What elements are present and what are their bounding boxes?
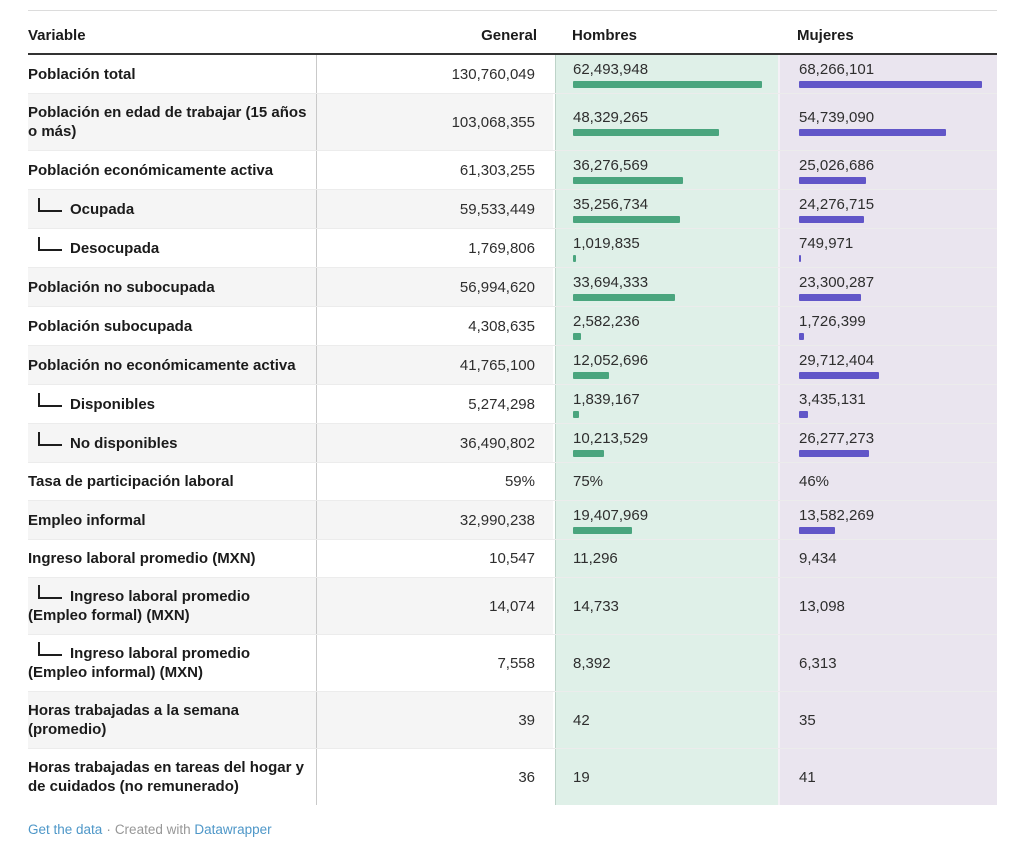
mujeres-value: 35 [799, 711, 816, 729]
mujeres-value: 46% [799, 473, 830, 490]
table-row [28, 55, 997, 93]
table-row [28, 306, 997, 345]
hombres-bar [573, 372, 609, 379]
general-value: 41,765,100 [459, 356, 535, 374]
table-row [28, 345, 997, 384]
row-label: Población subocupada [28, 317, 193, 335]
indent-connector-icon [38, 642, 62, 656]
table-row [28, 384, 997, 423]
hombres-value: 11,296 [573, 550, 618, 567]
table-row [28, 500, 997, 539]
mujeres-bar [799, 177, 866, 184]
row-label: Ocupada [28, 200, 310, 219]
mujeres-bar [799, 333, 804, 340]
hombres-value: 2,582,236 [573, 313, 640, 330]
variable-cell [28, 307, 317, 345]
row-label: Tasa de participación laboral [28, 473, 234, 490]
mujeres-bar-track [799, 294, 982, 301]
hombres-bar-track [573, 527, 762, 534]
general-value: 10,547 [489, 550, 535, 567]
hombres-value: 12,052,696 [573, 352, 649, 369]
hombres-value: 62,493,948 [573, 61, 649, 78]
datawrapper-link[interactable]: Datawrapper [194, 822, 272, 837]
footer-separator: · [106, 822, 111, 837]
variable-cell [28, 501, 317, 539]
mujeres-bar-track [799, 411, 982, 418]
hombres-value-cell [555, 692, 778, 748]
general-value: 39 [518, 711, 535, 729]
mujeres-bar [799, 216, 864, 223]
footer-credit-text: Created with [114, 822, 191, 837]
hombres-value-cell [555, 55, 778, 93]
mujeres-value: 25,026,686 [799, 157, 875, 174]
hombres-value-cell [555, 346, 778, 384]
mujeres-bar-track [799, 372, 982, 379]
mujeres-value-cell [778, 268, 997, 306]
mujeres-bar [799, 129, 946, 136]
hombres-value-cell [555, 268, 778, 306]
mujeres-bar [799, 450, 869, 457]
hombres-bar [573, 177, 683, 184]
mujeres-value-cell [778, 346, 997, 384]
hombres-bar [573, 294, 675, 301]
general-value-cell [317, 635, 555, 691]
mujeres-bar-track [799, 129, 982, 136]
mujeres-value-cell [778, 55, 997, 93]
table-row [28, 577, 997, 634]
variable-cell [28, 268, 317, 306]
general-value-cell [317, 190, 555, 228]
mujeres-value: 29,712,404 [799, 352, 875, 369]
mujeres-value-cell [778, 151, 997, 189]
hombres-bar-track [573, 294, 762, 301]
hombres-value-cell [555, 385, 778, 423]
mujeres-value: 6,313 [799, 654, 837, 672]
hombres-value-cell [555, 307, 778, 345]
general-value: 5,274,298 [468, 395, 535, 413]
hombres-value-cell [555, 635, 778, 691]
hombres-value-cell [555, 749, 778, 805]
general-value: 14,074 [489, 597, 535, 615]
general-value: 61,303,255 [459, 161, 535, 179]
hombres-bar [573, 81, 762, 88]
mujeres-value: 749,971 [799, 235, 854, 252]
general-value: 36 [518, 768, 535, 786]
mujeres-bar-track [799, 333, 982, 340]
variable-cell [28, 151, 317, 189]
row-label: Ingreso laboral promedio (Empleo formal) (MXN) [28, 587, 310, 625]
column-header-hombres: Hombres [572, 27, 638, 44]
general-value: 59,533,449 [459, 200, 535, 218]
get-the-data-link[interactable]: Get the data [28, 822, 103, 837]
indent-connector-icon [38, 432, 62, 446]
mujeres-value-cell [778, 501, 997, 539]
variable-cell [28, 635, 317, 691]
row-label: Horas trabajadas a la semana (promedio) [28, 702, 239, 738]
general-value-cell [317, 94, 555, 150]
table-row [28, 634, 997, 691]
mujeres-value-cell [778, 749, 997, 805]
hombres-value-cell [555, 463, 778, 500]
mujeres-bar [799, 411, 808, 418]
hombres-value: 36,276,569 [573, 157, 649, 174]
hombres-value-cell [555, 540, 778, 577]
mujeres-bar-track [799, 255, 982, 262]
mujeres-value: 54,739,090 [799, 109, 875, 126]
hombres-value: 35,256,734 [573, 196, 649, 213]
mujeres-bar-track [799, 450, 982, 457]
hombres-bar-track [573, 255, 762, 262]
mujeres-value-cell [778, 307, 997, 345]
mujeres-value-cell [778, 578, 997, 634]
mujeres-value-cell [778, 424, 997, 462]
variable-cell [28, 692, 317, 748]
variable-cell [28, 55, 317, 93]
mujeres-value-cell [778, 692, 997, 748]
general-value-cell [317, 540, 555, 577]
hombres-value: 75% [573, 473, 604, 490]
mujeres-value: 13,582,269 [799, 507, 875, 524]
hombres-bar-track [573, 372, 762, 379]
variable-cell [28, 346, 317, 384]
general-value-cell [317, 346, 555, 384]
general-value: 7,558 [497, 654, 535, 672]
mujeres-value: 1,726,399 [799, 313, 866, 330]
hombres-bar [573, 333, 581, 340]
hombres-value: 10,213,529 [573, 430, 649, 447]
general-value: 1,769,806 [468, 239, 535, 257]
general-value: 36,490,802 [459, 434, 535, 452]
table-body [28, 55, 997, 805]
variable-cell [28, 749, 317, 805]
variable-cell [28, 94, 317, 150]
indent-connector-icon [38, 237, 62, 251]
mujeres-bar [799, 255, 801, 262]
table-row [28, 748, 997, 805]
hombres-value: 1,019,835 [573, 235, 640, 252]
hombres-value: 14,733 [573, 597, 619, 615]
table-row [28, 93, 997, 150]
row-label: Población en edad de trabajar (15 años o más) [28, 104, 307, 140]
mujeres-value: 9,434 [799, 550, 837, 567]
general-value-cell [317, 578, 555, 634]
general-value: 32,990,238 [459, 511, 535, 529]
row-label: Población no económicamente activa [28, 356, 296, 374]
general-value-cell [317, 463, 555, 500]
general-value: 59% [504, 473, 535, 490]
indent-connector-icon [38, 585, 62, 599]
column-header-variable: Variable [28, 27, 86, 44]
general-value: 56,994,620 [459, 278, 535, 296]
mujeres-bar [799, 81, 982, 88]
indent-connector-icon [38, 393, 62, 407]
hombres-value-cell [555, 94, 778, 150]
hombres-value-cell [555, 501, 778, 539]
table-row [28, 228, 997, 267]
hombres-value-cell [555, 578, 778, 634]
row-label: Horas trabajadas en tareas del hogar y de cuidados (no remunerado) [28, 759, 304, 795]
table-row [28, 691, 997, 748]
general-value-cell [317, 501, 555, 539]
hombres-value: 48,329,265 [573, 109, 649, 126]
general-value: 4,308,635 [468, 317, 535, 335]
table-row [28, 423, 997, 462]
variable-cell [28, 190, 317, 228]
row-label: Ingreso laboral promedio (MXN) [28, 550, 256, 567]
general-value: 130,760,049 [451, 65, 535, 83]
table-row [28, 462, 997, 500]
mujeres-value-cell [778, 463, 997, 500]
general-value: 103,068,355 [451, 113, 535, 131]
hombres-bar-track [573, 216, 762, 223]
variable-cell [28, 540, 317, 577]
variable-cell [28, 424, 317, 462]
indent-connector-icon [38, 198, 62, 212]
variable-cell [28, 463, 317, 500]
hombres-bar-track [573, 333, 762, 340]
hombres-value-cell [555, 229, 778, 267]
hombres-bar [573, 450, 604, 457]
hombres-bar-track [573, 450, 762, 457]
table-header-row [28, 10, 997, 55]
variable-cell [28, 578, 317, 634]
column-header-mujeres: Mujeres [797, 27, 854, 44]
mujeres-value: 3,435,131 [799, 391, 866, 408]
row-label: Disponibles [28, 395, 310, 414]
row-label: Población económicamente activa [28, 161, 274, 179]
hombres-value-cell [555, 151, 778, 189]
hombres-bar [573, 411, 579, 418]
mujeres-value: 41 [799, 768, 816, 786]
mujeres-bar-track [799, 177, 982, 184]
general-value-cell [317, 692, 555, 748]
table-row [28, 539, 997, 577]
general-value-cell [317, 424, 555, 462]
mujeres-bar [799, 294, 861, 301]
table-row [28, 267, 997, 306]
general-value-cell [317, 749, 555, 805]
mujeres-value-cell [778, 94, 997, 150]
datawrapper-table-chart [28, 10, 997, 805]
general-value-cell [317, 268, 555, 306]
mujeres-value-cell [778, 635, 997, 691]
hombres-value: 33,694,333 [573, 274, 649, 291]
hombres-value-cell [555, 424, 778, 462]
general-value-cell [317, 385, 555, 423]
general-value-cell [317, 307, 555, 345]
hombres-value: 1,839,167 [573, 391, 640, 408]
row-label: Desocupada [28, 239, 310, 258]
mujeres-value-cell [778, 190, 997, 228]
mujeres-value: 13,098 [799, 597, 845, 615]
row-label: Empleo informal [28, 511, 146, 529]
mujeres-value-cell [778, 229, 997, 267]
variable-cell [28, 229, 317, 267]
hombres-bar-track [573, 177, 762, 184]
variable-cell [28, 385, 317, 423]
row-label: Ingreso laboral promedio (Empleo informal) (MXN) [28, 644, 310, 682]
mujeres-value: 24,276,715 [799, 196, 875, 213]
hombres-value-cell [555, 190, 778, 228]
hombres-bar [573, 255, 576, 262]
mujeres-bar-track [799, 81, 982, 88]
general-value-cell [317, 151, 555, 189]
row-label: Población no subocupada [28, 278, 215, 296]
hombres-bar-track [573, 129, 762, 136]
hombres-bar [573, 527, 632, 534]
hombres-bar [573, 129, 719, 136]
hombres-value: 8,392 [573, 654, 611, 672]
chart-footer [28, 822, 1024, 837]
row-label: No disponibles [28, 434, 310, 453]
mujeres-bar [799, 527, 835, 534]
hombres-value: 19 [573, 768, 590, 786]
mujeres-bar-track [799, 216, 982, 223]
mujeres-bar-track [799, 527, 982, 534]
hombres-bar [573, 216, 680, 223]
mujeres-bar [799, 372, 879, 379]
hombres-bar-track [573, 411, 762, 418]
general-value-cell [317, 229, 555, 267]
hombres-value: 42 [573, 711, 590, 729]
row-label: Población total [28, 65, 136, 83]
hombres-bar-track [573, 81, 762, 88]
general-value-cell [317, 55, 555, 93]
table-row [28, 150, 997, 189]
mujeres-value-cell [778, 385, 997, 423]
hombres-value: 19,407,969 [573, 507, 649, 524]
table-row [28, 189, 997, 228]
mujeres-value: 23,300,287 [799, 274, 875, 291]
mujeres-value: 26,277,273 [799, 430, 875, 447]
mujeres-value-cell [778, 540, 997, 577]
mujeres-value: 68,266,101 [799, 61, 875, 78]
column-header-general: General [481, 27, 537, 44]
